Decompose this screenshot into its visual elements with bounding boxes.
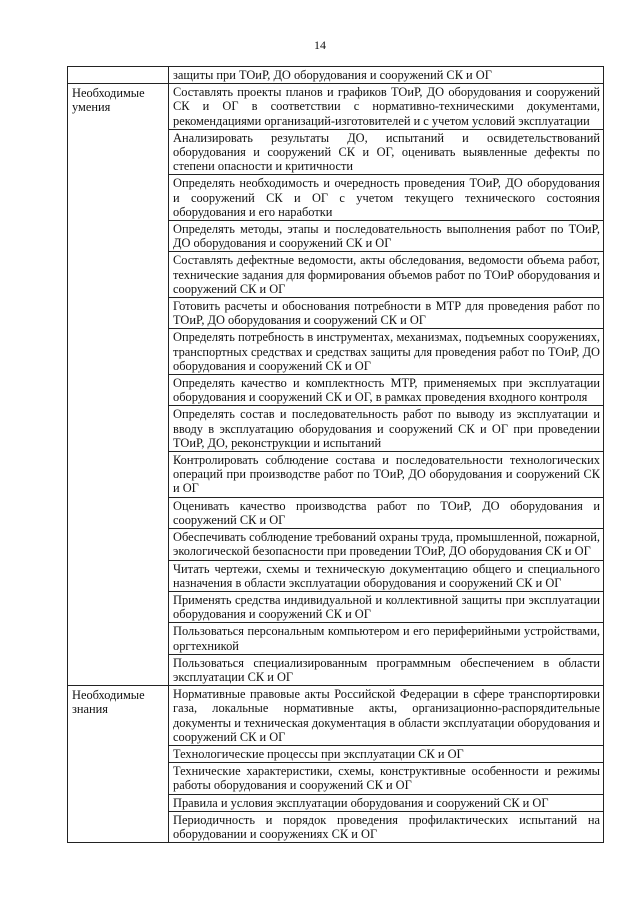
skills-item: Контролировать соблюдение состава и последовательности технологических операций при производстве работ по ТОиР, ДО оборудования и сооружений СК и ОГ: [169, 452, 604, 498]
skills-item: Определять методы, этапы и последовательность выполнения работ по ТОиР, ДО оборудования и сооружений СК и ОГ: [169, 221, 604, 252]
skills-item: Определять качество и комплектность МТР, применяемых при эксплуатации оборудования и сооружений СК и ОГ, в рамках проведения входного контроля: [169, 375, 604, 406]
continued-item: защиты при ТОиР, ДО оборудования и сооружений СК и ОГ: [169, 67, 604, 84]
skills-item: Определять состав и последовательность работ по выводу из эксплуатации и вводу в эксплуатацию оборудования и сооружений СК и ОГ при проведении ТОиР, ДО, реконструкции и испытаний: [169, 406, 604, 452]
skills-item: Определять потребность в инструментах, механизмах, подъемных сооружениях, транспортных средствах и средствах защиты для проведения работ по ТОиР, ДО оборудования и сооружений СК и ОГ: [169, 329, 604, 375]
table-row: [68, 686, 604, 746]
skills-item: Пользоваться персональным компьютером и его периферийными устройствами, оргтехникой: [169, 623, 604, 654]
page-number: 14: [314, 38, 326, 52]
skills-item: Составлять проекты планов и графиков ТОиР, ДО оборудования и сооружений СК и ОГ в соответствии с нормативно-техническими документами, рекомендациями организаций-изготовителей и с учетом условий эксплуатации: [169, 84, 604, 130]
skills-item: Готовить расчеты и обоснования потребности в МТР для проведения работ по ТОиР, ДО оборудования и сооружений СК и ОГ: [169, 298, 604, 329]
knowledge-item: Технические характеристики, схемы, конструктивные особенности и режимы работы оборудования и сооружений СК и ОГ: [169, 763, 604, 794]
skills-item: Применять средства индивидуальной и коллективной защиты при эксплуатации оборудования и сооружений СК и ОГ: [169, 591, 604, 622]
skills-item: Оценивать качество производства работ по ТОиР, ДО оборудования и сооружений СК и ОГ: [169, 497, 604, 528]
knowledge-label: Необходимые знания: [68, 686, 169, 843]
requirements-table: [67, 66, 604, 843]
empty-label-cell: [68, 67, 169, 84]
skills-item: Анализировать результаты ДО, испытаний и освидетельствований оборудования и сооружений СК и ОГ, оценивать выявленные дефекты по степени опасности и критичности: [169, 129, 604, 175]
knowledge-item: Нормативные правовые акты Российской Федерации в сфере транспортировки газа, локальные нормативные акты, организационно-распорядительные документы и техническая документация в области эксплуатации оборудования и сооружений СК и ОГ: [169, 686, 604, 746]
knowledge-item: Правила и условия эксплуатации оборудования и сооружений СК и ОГ: [169, 794, 604, 811]
skills-label: Необходимые умения: [68, 84, 169, 686]
requirements-table-body: [68, 67, 604, 843]
skills-item: Определять необходимость и очередность проведения ТОиР, ДО оборудования и сооружений СК и ОГ с учетом текущего технического состояния оборудования и его наработки: [169, 175, 604, 221]
skills-item: Обеспечивать соблюдение требований охраны труда, промышленной, пожарной, экологической безопасности при проведении ТОиР, ДО оборудования СК и ОГ: [169, 529, 604, 560]
table-row: [68, 84, 604, 130]
skills-item: Пользоваться специализированным программным обеспечением в области эксплуатации СК и ОГ: [169, 654, 604, 685]
skills-item: Читать чертежи, схемы и техническую документацию общего и специального назначения в области эксплуатации оборудования и сооружений СК и ОГ: [169, 560, 604, 591]
knowledge-item: Периодичность и порядок проведения профилактических испытаний на оборудовании и сооружениях СК и ОГ: [169, 811, 604, 842]
table-row: [68, 67, 604, 84]
knowledge-item: Технологические процессы при эксплуатации СК и ОГ: [169, 745, 604, 762]
skills-item: Составлять дефектные ведомости, акты обследования, ведомости объема работ, технические задания для формирования объемов работ по ТОиР оборудования и сооружений СК и ОГ: [169, 252, 604, 298]
